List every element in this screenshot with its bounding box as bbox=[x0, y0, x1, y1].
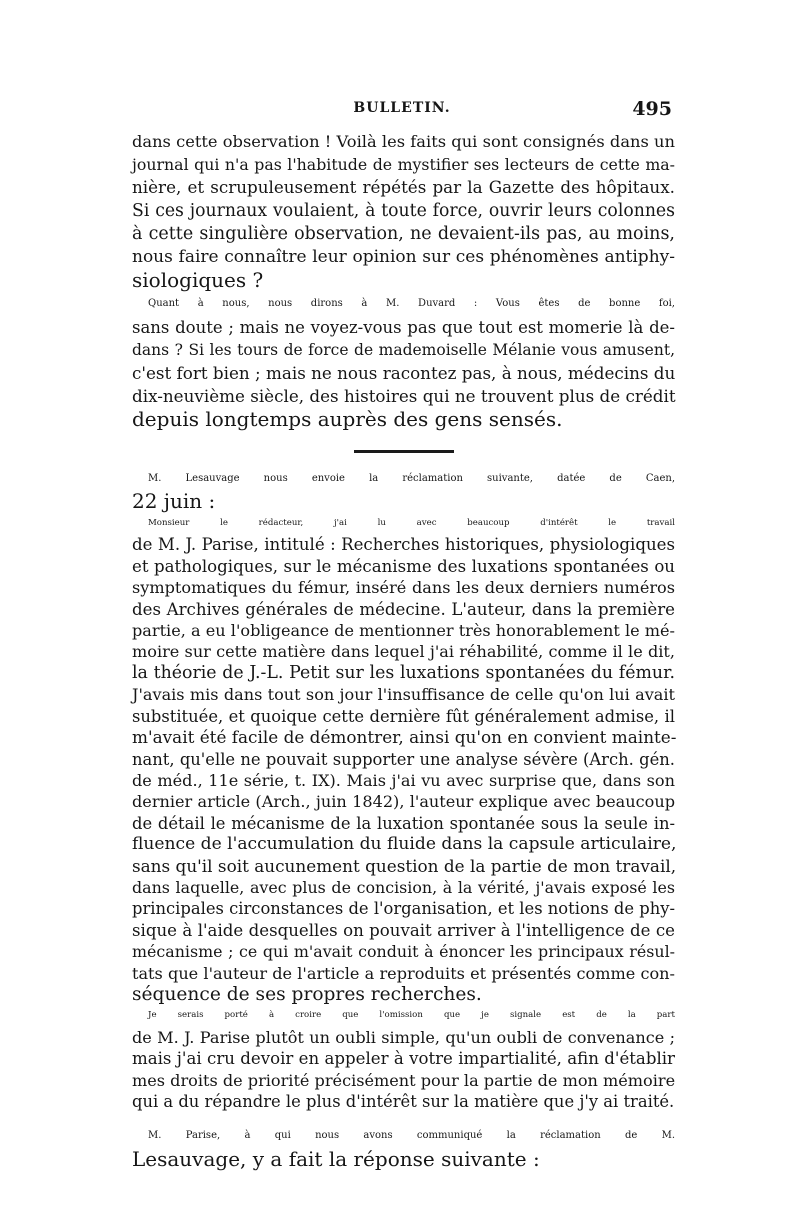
text-line: principales circonstances de l'organisation, et les notions de phy- bbox=[132, 899, 675, 919]
text-line: 22 juin : bbox=[132, 488, 216, 513]
text-line: M. Parise, à qui nous avons communiqué la réclamation de M. bbox=[148, 1130, 675, 1142]
text-line: nière, et scrupuleusement répétés par la Gazette des hôpitaux. bbox=[132, 177, 675, 198]
paragraph-letter-close bbox=[132, 1005, 675, 1112]
page-number: 495 bbox=[632, 98, 672, 120]
paragraph-parise-reply bbox=[132, 1124, 675, 1170]
text-line: substituée, et quoique cette dernière fût généralement admise, il bbox=[132, 706, 675, 726]
text-line: partie, a eu l'obligeance de mentionner très honorablement le mé- bbox=[132, 621, 675, 641]
section-divider bbox=[354, 450, 454, 453]
page-header bbox=[132, 100, 672, 126]
text-line: qui a du répandre le plus d'intérêt sur la matière que j'y ai traité. bbox=[132, 1092, 675, 1112]
paragraph-letter-body bbox=[132, 513, 675, 1005]
text-line: Monsieur le rédacteur, j'ai lu avec beaucoup d'intérêt le travail bbox=[148, 518, 675, 529]
text-line: m'avait été facile de démontrer, ainsi qu'on en convient mainte- bbox=[132, 727, 677, 748]
paragraph-gap bbox=[132, 1112, 675, 1124]
text-line: de M. J. Parise, intitulé : Recherches historiques, physiologiques bbox=[132, 535, 675, 555]
text-line: symptomatiques du fémur, inséré dans les deux derniers numéros bbox=[132, 578, 675, 598]
text-line: dans cette observation ! Voilà les faits qui sont consignés dans un bbox=[132, 132, 675, 151]
text-line: nous faire connaître leur opinion sur ces phénomènes antiphy- bbox=[132, 247, 675, 268]
text-line: la théorie de J.-L. Petit sur les luxations spontanées du fémur. bbox=[132, 662, 675, 683]
text-line: mais j'ai cru devoir en appeler à votre impartialité, afin d'établir bbox=[132, 1049, 675, 1069]
text-line: M. Lesauvage nous envoie la réclamation suivante, datée de Caen, bbox=[148, 472, 675, 484]
text-line: J'avais mis dans tout son jour l'insuffisance de celle qu'on lui avait bbox=[132, 685, 675, 705]
paragraph-intro-lesauvage bbox=[132, 467, 675, 513]
text-line: séquence de ses propres recherches. bbox=[132, 983, 482, 1005]
text-line: mécanisme ; ce qui m'avait conduit à énoncer les principaux résul- bbox=[132, 942, 675, 962]
text-line: dix-neuvième siècle, des histoires qui ne trouvent plus de crédit bbox=[132, 386, 676, 407]
text-line: à cette singulière observation, ne devaient-ils pas, au moins, bbox=[132, 223, 675, 244]
text-line: dans ? Si les tours de force de mademoiselle Mélanie vous amusent, bbox=[132, 340, 675, 359]
text-line: de M. J. Parise plutôt un oubli simple, qu'un oubli de convenance ; bbox=[132, 1027, 675, 1047]
text-line: dernier article (Arch., juin 1842), l'auteur explique avec beaucoup bbox=[132, 792, 675, 812]
paragraph-observation bbox=[132, 130, 675, 292]
text-line: nant, qu'elle ne pouvait supporter une analyse sévère (Arch. gén. bbox=[132, 749, 675, 769]
text-line: de détail le mécanisme de la luxation spontanée sous la seule in- bbox=[132, 813, 675, 833]
text-line: Je serais porté à croire que l'omission que je signale est de la part bbox=[148, 1010, 675, 1021]
text-line: Si ces journaux voulaient, à toute force, ouvrir leurs colonnes bbox=[132, 200, 675, 221]
text-line: et pathologiques, sur le mécanisme des luxations spontanées ou bbox=[132, 556, 675, 576]
text-line: depuis longtemps auprès des gens sensés. bbox=[132, 407, 563, 432]
text-line: tats que l'auteur de l'article a reproduits et présentés comme con- bbox=[132, 963, 675, 983]
text-line: des Archives générales de médecine. L'auteur, dans la première bbox=[132, 599, 675, 619]
text-line: fluence de l'accumulation du fluide dans la capsule articulaire, bbox=[132, 834, 677, 855]
text-line: moire sur cette matière dans lequel j'ai réhabilité, comme il le dit, bbox=[132, 642, 675, 662]
text-column bbox=[132, 130, 675, 1171]
text-line: c'est fort bien ; mais ne nous racontez pas, à nous, médecins du bbox=[132, 363, 676, 384]
text-line: Quant à nous, nous dirons à M. Duvard : Vous êtes de bonne foi, bbox=[148, 298, 675, 310]
running-title: BULLETIN. bbox=[353, 100, 451, 116]
text-line: dans laquelle, avec plus de concision, à la vérité, j'avais exposé les bbox=[132, 877, 675, 897]
text-line: journal qui n'a pas l'habitude de mystifier ses lecteurs de cette ma- bbox=[132, 155, 675, 175]
text-line: de méd., 11e série, t. IX). Mais j'ai vu avec surprise que, dans son bbox=[132, 770, 675, 790]
text-line: mes droits de priorité précisément pour la partie de mon mémoire bbox=[132, 1070, 676, 1090]
text-line: sans qu'il soit aucunement question de la partie de mon travail, bbox=[132, 855, 677, 876]
text-line: Lesauvage, y a fait la réponse suivante : bbox=[132, 1146, 540, 1171]
text-line: siologiques ? bbox=[132, 268, 264, 293]
paragraph-duvard bbox=[132, 292, 675, 431]
text-line: sique à l'aide desquelles on pouvait arriver à l'intelligence de ce bbox=[132, 920, 675, 940]
text-line: sans doute ; mais ne voyez-vous pas que tout est momerie là de- bbox=[132, 317, 675, 337]
